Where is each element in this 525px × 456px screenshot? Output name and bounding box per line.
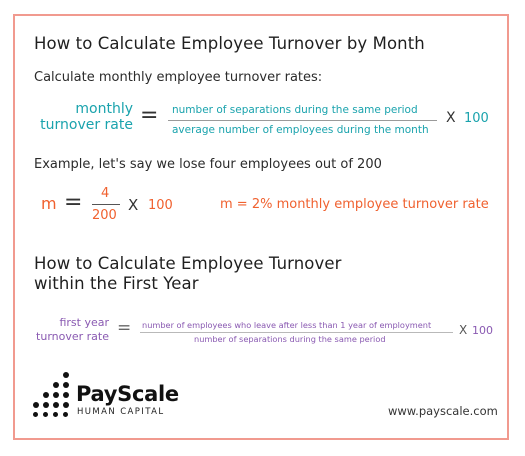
payscale-dots-icon — [33, 372, 73, 418]
example-factor: 100 — [148, 198, 173, 213]
first-year-factor: 100 — [472, 324, 493, 337]
section2-title-line1: How to Calculate Employee Turnover — [34, 254, 342, 273]
first-year-equals: = — [117, 318, 132, 338]
example-text: Example, let's say we lose four employees out of 200 — [34, 157, 382, 172]
example-numerator: 4 — [101, 186, 110, 201]
example-denominator: 200 — [92, 208, 117, 223]
monthly-equals: = — [140, 103, 159, 128]
first-year-denominator: number of separations during the same period — [194, 334, 386, 344]
example-equals: = — [64, 190, 83, 215]
section2-title-line2: within the First Year — [34, 274, 199, 293]
first-year-lhs-line2: turnover rate — [36, 330, 109, 343]
example-multiplier: X — [128, 196, 139, 214]
payscale-brand: PayScale — [76, 382, 179, 406]
section1-title: How to Calculate Employee Turnover by Month — [34, 34, 425, 53]
payscale-tagline: HUMAN CAPITAL — [77, 407, 165, 417]
example-var: m — [41, 194, 57, 213]
section1-intro: Calculate monthly employee turnover rates: — [34, 70, 323, 85]
example-result: m = 2% monthly employee turnover rate — [220, 197, 489, 212]
monthly-numerator: number of separations during the same period — [172, 104, 418, 116]
monthly-multiplier: X — [446, 110, 456, 126]
payscale-url[interactable]: www.payscale.com — [388, 404, 498, 418]
first-year-numerator: number of employees who leave after less than 1 year of employment — [142, 320, 432, 330]
monthly-lhs-line1: monthly — [75, 101, 133, 117]
first-year-multiplier: X — [459, 323, 468, 337]
monthly-factor: 100 — [464, 111, 489, 126]
monthly-denominator: average number of employees during the month — [172, 124, 429, 136]
first-year-fraction-bar — [140, 332, 453, 333]
example-fraction-bar — [92, 204, 120, 205]
monthly-fraction-bar — [168, 120, 437, 121]
first-year-lhs-line1: first year — [59, 316, 109, 329]
monthly-lhs-line2: turnover rate — [40, 117, 133, 133]
